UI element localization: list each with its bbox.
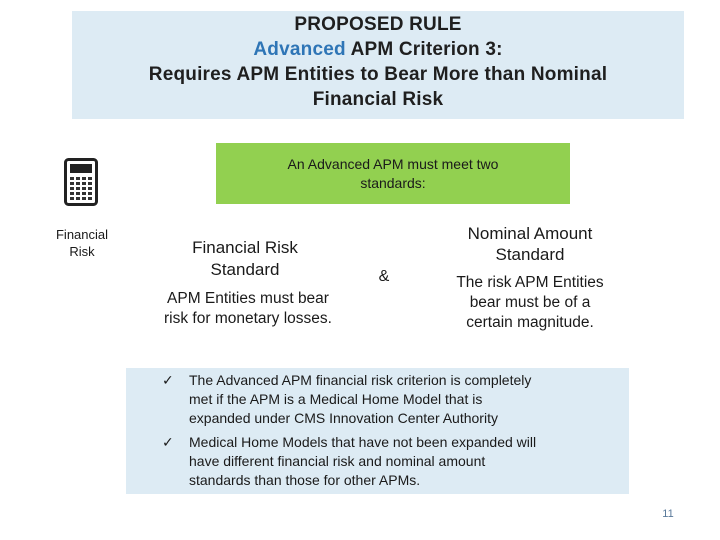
- title-accent-word: Advanced: [253, 39, 346, 60]
- title-line-1: PROPOSED RULE: [294, 14, 462, 35]
- standards-callout: [216, 143, 570, 204]
- nominal-amount-standard-description: The risk APM Entities bear must be of a certain magnitude.: [456, 274, 604, 331]
- title-line-4: Financial Risk: [312, 89, 444, 110]
- calculator-icon: [64, 158, 98, 206]
- checkmark-icon: ✓: [162, 434, 174, 450]
- ampersand-connector: &: [378, 268, 390, 285]
- bullet-text: The Advanced APM financial risk criterion is completely met if the APM is a Medical Home Model that is expanded under CMS Innovation Center Authority: [189, 372, 532, 426]
- callout-line-2: standards:: [360, 175, 426, 191]
- financial-risk-label: Financial Risk: [55, 227, 109, 259]
- financial-risk-standard-title: Financial Risk Standard: [192, 238, 298, 279]
- checkmark-icon: ✓: [162, 372, 174, 388]
- page-number: 11: [662, 508, 674, 520]
- title-line-2-rest: APM Criterion 3:: [345, 39, 503, 60]
- nominal-amount-standard-title: Nominal Amount Standard: [467, 224, 593, 264]
- slide-title: [72, 11, 684, 119]
- title-line-3: Requires APM Entities to Bear More than Nominal: [148, 64, 608, 85]
- title-line-2: [72, 37, 684, 62]
- bullet-list-box: [126, 368, 629, 494]
- financial-risk-standard-description: APM Entities must bear risk for monetary losses.: [164, 290, 332, 327]
- bullet-text: Medical Home Models that have not been expanded will have different financial risk and nominal amount standards than those for other APMs.: [189, 434, 537, 488]
- callout-line-1: An Advanced APM must meet two: [287, 156, 499, 172]
